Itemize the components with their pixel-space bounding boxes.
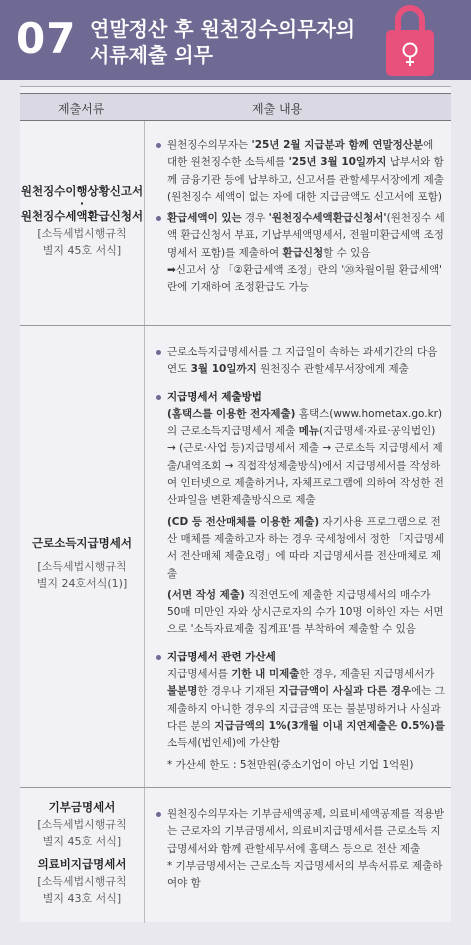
row2-method-electronic: (홈택스를 이용한 전자제출) 홈택스(www.hometax.go.kr)의 근로소득지급명세서 제출 메뉴(지급명세·자료·공익법인) → (근로·사업 등)지급명세서 제출 → 근로소득 지급명세서 제출/내역조회 → 직접작성제출방식)에서 지급명세서를 작성하여 인터넷으로 제출하거나, 자체프로그램에 의하여 작성한 전산파일을 변환제출방식으로 제출: [167, 407, 444, 507]
padlock-icon: [380, 4, 440, 78]
section-title-line2: 서류제출 의무: [90, 43, 213, 67]
row1-paragraph1: 원천징수의무자는 '25년 2월 지급분과 함께 연말정산분에 대한 원천징수한 소득세를 '25년 3월 10일까지 납부서와 함께 금융기관 등에 납부하고, 신고서를 관할세무서장에게 제출(원천징수 세액이 없는 자에 대한 지급금액도 신고서에 포함): [154, 137, 446, 206]
row2-penalty-text: 지급명세서를 기한 내 미제출한 경우, 제출된 지급명세서가 불분명한 경우나 기재된 지급금액이 사실과 다른 경우에는 그 제출하지 아니한 경우의 지급금액 또는 불분명하거나 사실과 다른 분의 지급금액의 1%(3개월 이내 지연제출은 0.5%)를 소득세(법인세)에 가산함: [167, 668, 445, 750]
section-title: [90, 16, 390, 68]
row3-medical-ref2: 별지 43호 서식]: [42, 892, 122, 905]
row-divider-1: [20, 325, 451, 326]
section-header: [0, 0, 471, 80]
row3-donation-ref1: [소득세법시행규칙: [37, 818, 127, 831]
row2-method-media: (CD 등 전산매체를 이용한 제출) 자기사용 프로그램으로 전산 매체를 제출하고자 하는 경우 국세청에서 정한 「지급명세서 전산매체 제출요령」에 따라 지급명세서를 전산매체로 제출: [167, 515, 445, 580]
row1-document-cell: [20, 183, 144, 259]
row1-title1: 원천징수이행상황신고서: [20, 184, 144, 198]
row2-penalty-limit: * 가산세 한도 : 5천만원(중소기업이 아닌 기업 1억원): [167, 758, 414, 771]
row3-paragraph1: 원천징수의무자는 기부금세액공제, 의료비세액공제를 적용받는 근로자의 기부금명세서, 의료비지급명세서를 근로소득 지급명세서와 함께 관할세무서에 홈택스 등으로 전산 제출: [154, 806, 446, 858]
row3-donation-title: 기부금명세서: [48, 800, 116, 814]
row2-method-paper: (서면 작성 제출) 직전연도에 제출한 지급명세서의 매수가 50매 미만인 자와 상시근로자의 수가 10명 이하인 자는 서면으로 '소득자료제출 집계표'를 부착하여 제출할 수 있음: [167, 588, 444, 636]
row2-paragraph1: 근로소득지급명세서를 그 지급일이 속하는 과세기간의 다음 연도 3월 10일까지 원천징수 관할세무서장에게 제출: [154, 344, 446, 379]
row2-heading-method: 지급명세서 제출방법: [154, 389, 446, 406]
row3-medical-title: 의료비지급명세서: [37, 857, 127, 871]
row1-content-cell: [154, 137, 446, 297]
row1-ref2: 별지 45호 서식]: [42, 244, 122, 257]
row2-document-cell: [20, 535, 144, 592]
row3-note: * 기부금명세서는 근로소득 지급명세서의 부속서류로 제출하여야 함: [167, 859, 443, 890]
submission-table: [20, 86, 451, 922]
row2-heading-penalty: 지급명세서 관련 가산세: [154, 649, 446, 666]
section-title-line1: 연말정산 후 원천징수의무자의: [90, 17, 356, 41]
section-number: 07: [16, 14, 77, 63]
row-divider-2: [20, 787, 451, 788]
row1-dot: ·: [79, 197, 85, 210]
row2-content-cell: [154, 344, 446, 774]
row3-donation-ref2: 별지 45호 서식]: [42, 835, 122, 848]
column-divider: [144, 121, 145, 923]
row3-content-cell: [154, 806, 446, 892]
column-header-documents: 제출서류: [58, 102, 105, 116]
row2-ref2: 별지 24호서식(1)]: [36, 577, 128, 590]
row3-document-cell: [20, 799, 144, 907]
row2-ref1: [소득세법시행규칙: [37, 560, 127, 573]
row1-paragraph2: 환급세액이 있는 경우 '원천징수세액환급신청서'(원천징수 세액 환급신청서 부표, 기납부세액명세서, 전월미환급세액 조정 명세서 포함)를 제출하여 환급신청할 수 있음: [154, 210, 446, 262]
column-header-content: 제출 내용: [252, 102, 303, 116]
row3-medical-ref1: [소득세법시행규칙: [37, 875, 127, 888]
table-header: [20, 93, 451, 121]
row1-title2: 원천징수세액환급신청서: [20, 209, 144, 223]
row1-note: ➡신고서 상 「②환급세액 조정」란의 '⑳차월이월 환급세액' 란에 기재하여 조정환급도 가능: [167, 264, 443, 294]
row1-ref1: [소득세법시행규칙: [37, 227, 127, 240]
row2-title: 근로소득지급명세서: [32, 536, 132, 550]
